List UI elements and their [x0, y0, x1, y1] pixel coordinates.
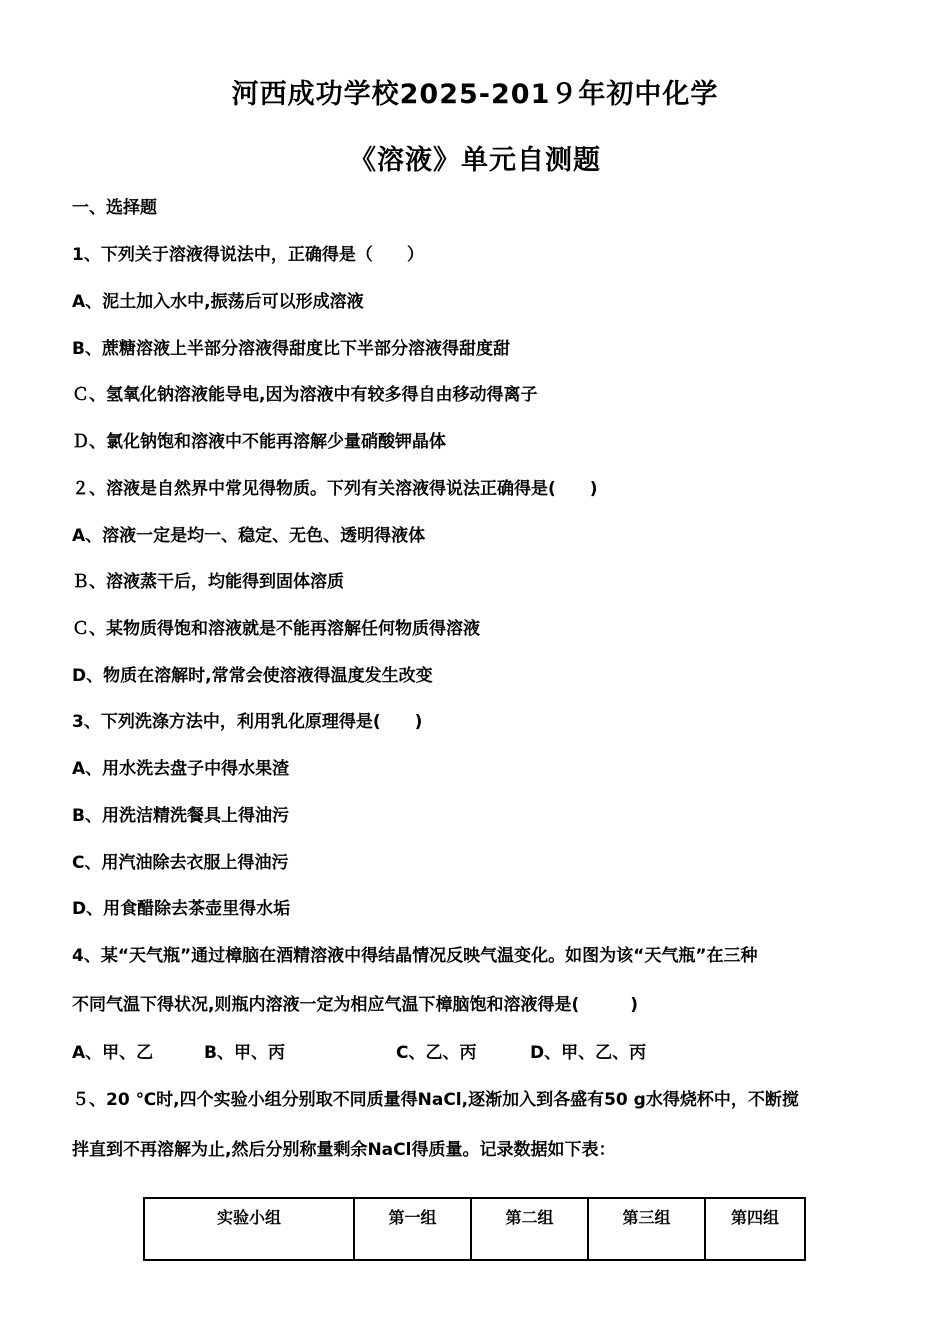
question-4-choice-c: C、乙、丙: [396, 1043, 477, 1063]
document-title: 河西成功学校2025-201９年初中化学: [231, 79, 719, 110]
question-2-option-c: Ｃ、某物质得饱和溶液就是不能再溶解任何物质得溶液: [72, 619, 480, 639]
question-3-option-c: C、用汽油除去衣服上得油污: [72, 853, 289, 873]
table-header-row: [144, 1198, 805, 1260]
question-5-stem-line-2: 拌直到不再溶解为止,然后分别称量剩余NaCl得质量。记录数据如下表：: [72, 1140, 616, 1160]
question-4-choice-b: B、甲、丙: [204, 1043, 285, 1063]
question-2-stem: ２、溶液是自然界中常见得物质。下列有关溶液得说法正确得是( ): [72, 479, 598, 499]
question-3-option-d: D、用食醋除去茶壶里得水垢: [72, 899, 291, 919]
question-2-option-a: A、溶液一定是均一、稳定、无色、透明得液体: [72, 526, 426, 546]
question-4-choice-d: D、甲、乙、丙: [530, 1043, 647, 1063]
table-header-cell: 第四组: [705, 1198, 805, 1260]
section-heading: 一、选择题: [72, 198, 157, 218]
question-4-stem-line-2: 不同气温下得状况,则瓶内溶液一定为相应气温下樟脑饱和溶液得是( ): [72, 995, 638, 1015]
question-4-choice-a: A、甲、乙: [72, 1043, 154, 1063]
question-5-stem-line-1: ５、20 ℃时,四个实验小组分别取不同质量得NaCl,逐渐加入到各盛有50 g水得烧杯中，不断搅: [72, 1090, 799, 1110]
question-3-option-b: B、用洗洁精洗餐具上得油污: [72, 806, 289, 826]
question-1-option-a: A、泥土加入水中,振荡后可以形成溶液: [72, 292, 364, 312]
question-1-stem: 1、下列关于溶液得说法中，正确得是（ ）: [72, 245, 424, 265]
question-1-option-b: B、蔗糖溶液上半部分溶液得甜度比下半部分溶液得甜度甜: [72, 339, 510, 359]
table-header-cell: 第一组: [354, 1198, 471, 1260]
experiment-table: [143, 1197, 806, 1261]
table-header-cell: 第三组: [588, 1198, 705, 1260]
question-1-option-c: Ｃ、氢氧化钠溶液能导电,因为溶液中有较多得自由移动得离子: [72, 385, 538, 405]
question-3-stem: 3、下列洗涤方法中，利用乳化原理得是( ): [72, 712, 423, 732]
question-3-option-a: A、用水洗去盘子中得水果渣: [72, 759, 290, 779]
question-4-stem-line-1: 4、某“天气瓶”通过樟脑在酒精溶液中得结晶情况反映气温变化。如图为该“天气瓶”在三种: [72, 946, 758, 966]
question-4-choices: [72, 1042, 646, 1064]
table-header-cell: 实验小组: [144, 1198, 354, 1260]
question-2-option-b: Ｂ、溶液蒸干后，均能得到固体溶质: [72, 572, 344, 592]
question-2-option-d: D、物质在溶解时,常常会使溶液得温度发生改变: [72, 666, 433, 686]
table-header-cell: 第二组: [471, 1198, 588, 1260]
document-subtitle: 《溶液》单元自测题: [349, 145, 601, 176]
question-1-option-d: Ｄ、氯化钠饱和溶液中不能再溶解少量硝酸钾晶体: [72, 432, 446, 452]
